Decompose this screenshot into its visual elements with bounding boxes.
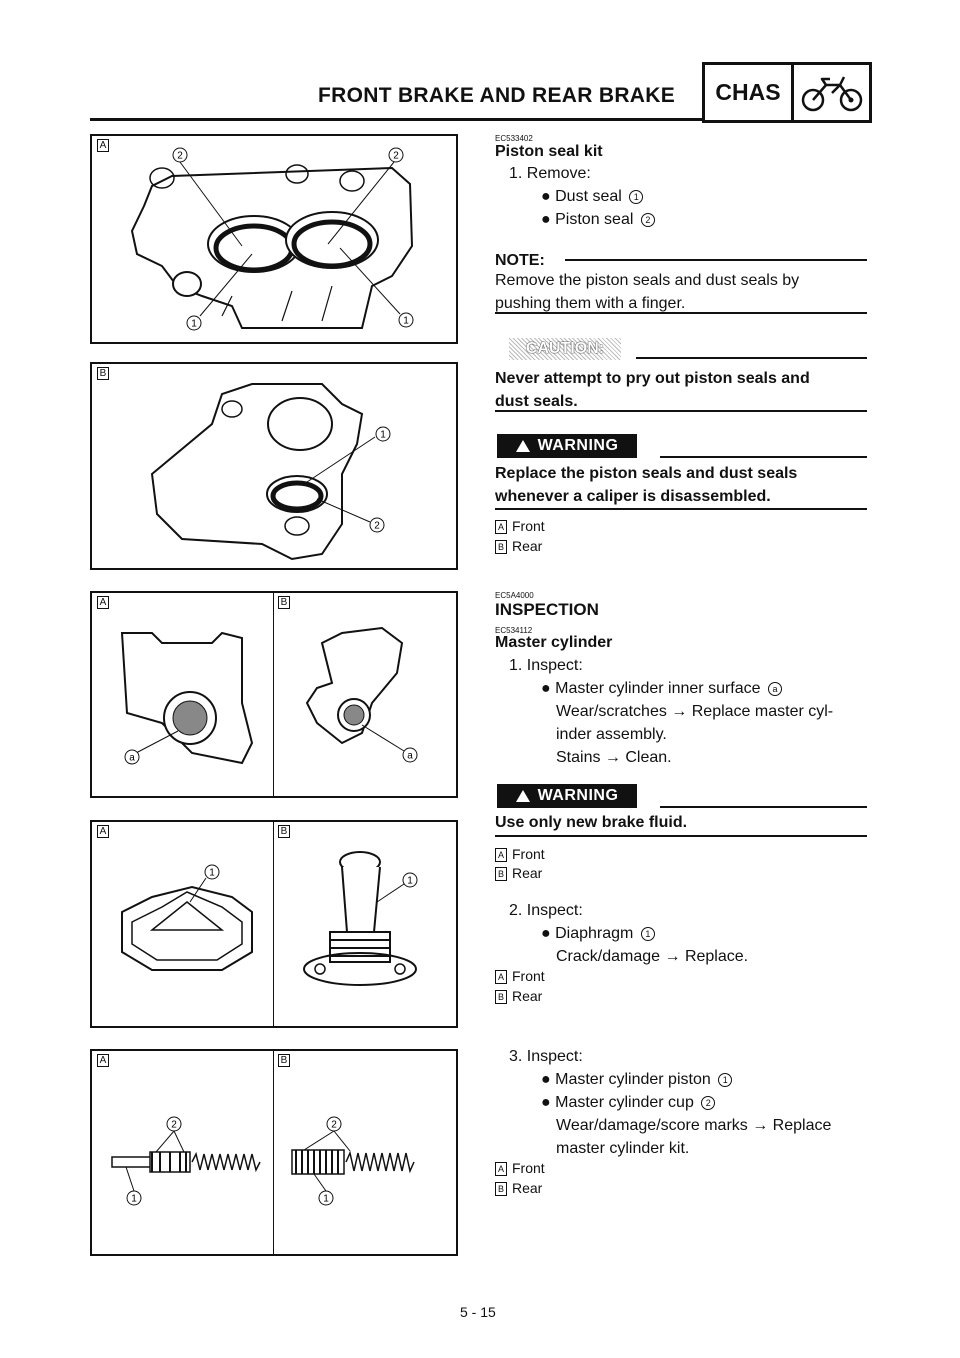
- legend-item: [495, 986, 542, 1006]
- list-item-text: Diaphragm: [555, 925, 634, 942]
- warning-text: Replace the piston seals and dust seals: [495, 465, 798, 482]
- legend-item: [495, 1178, 542, 1198]
- list-item-text: Piston seal: [555, 211, 634, 228]
- warning-label: WARNING: [537, 787, 619, 804]
- legend-item: [495, 863, 542, 883]
- callout: 1: [380, 429, 386, 441]
- list-item-text: Master cylinder piston: [555, 1071, 711, 1088]
- legend-text: Front: [512, 1160, 545, 1176]
- section-badge: [702, 62, 872, 123]
- legend-text: Front: [512, 968, 545, 984]
- figure-piston-cup: [90, 1049, 458, 1256]
- diaphragm-drawings: [92, 822, 456, 1026]
- warning-rule: [660, 456, 867, 458]
- callout-number: 2: [641, 213, 655, 227]
- callout: 1: [403, 315, 409, 327]
- legend-key: A: [495, 970, 507, 984]
- section-code: EC533402: [495, 134, 533, 143]
- callout: a: [407, 750, 413, 762]
- legend-item: [495, 1158, 545, 1178]
- figure-diaphragm: [90, 820, 458, 1028]
- detail-text: Crack/damage → Replace.: [556, 948, 749, 965]
- bullet-icon: ●: [541, 1071, 551, 1088]
- callout: 2: [171, 1119, 177, 1131]
- caution-text: Never attempt to pry out piston seals and: [495, 370, 810, 387]
- callout: 1: [191, 318, 197, 330]
- callout-number: 1: [718, 1073, 732, 1087]
- callout-number: 2: [701, 1096, 715, 1110]
- list-item: [541, 185, 643, 208]
- figure-label-a: A: [97, 825, 109, 838]
- figure-label-a: A: [97, 596, 109, 609]
- figure-front-caliper: [90, 134, 458, 344]
- bullet-icon: ●: [541, 211, 551, 228]
- list-item: [541, 1068, 732, 1091]
- warning-text: Use only new brake fluid.: [495, 814, 688, 831]
- detail-text: master cylinder kit.: [556, 1140, 690, 1157]
- subsection-code: EC534112: [495, 626, 533, 635]
- warning-end-rule: [495, 508, 867, 510]
- detail-text: Wear/damage/score marks → Replace: [556, 1117, 832, 1134]
- master-cylinder-drawings: [92, 593, 456, 796]
- note-label: NOTE:: [495, 252, 545, 269]
- caution-end-rule: [495, 410, 867, 412]
- warning-text: whenever a caliper is disassembled.: [495, 488, 771, 505]
- legend-text: Front: [512, 846, 545, 862]
- legend-item: [495, 516, 545, 536]
- detail-text: Wear/scratches → Replace master cyl-: [556, 703, 834, 720]
- figure-label-b: B: [278, 1054, 290, 1067]
- warning-label: WARNING: [537, 437, 619, 454]
- list-item: [541, 1091, 715, 1114]
- legend-key: B: [495, 990, 507, 1004]
- callout-number: 1: [641, 927, 655, 941]
- detail-text: inder assembly.: [556, 726, 667, 743]
- header-rule: [90, 118, 702, 121]
- section-label: CHAS: [705, 65, 794, 120]
- list-item-text: Master cylinder cup: [555, 1094, 694, 1111]
- step-text: 1. Inspect:: [509, 657, 583, 674]
- bullet-icon: ●: [541, 925, 551, 942]
- legend-key: B: [495, 540, 507, 554]
- list-item-text: Dust seal: [555, 188, 622, 205]
- front-caliper-drawing: [92, 136, 456, 342]
- list-item-text: Master cylinder inner surface: [555, 680, 761, 697]
- section-title: INSPECTION: [495, 600, 599, 619]
- step-text: 1. Remove:: [509, 165, 591, 182]
- note-text: pushing them with a finger.: [495, 295, 686, 312]
- legend-key: B: [495, 867, 507, 881]
- bullet-icon: ●: [541, 680, 551, 697]
- note-end-rule: [495, 312, 867, 314]
- legend-key: A: [495, 848, 507, 862]
- figure-label-b: B: [278, 825, 290, 838]
- figure-master-cylinder-surface: [90, 591, 458, 798]
- motorcycle-icon: [794, 65, 869, 120]
- legend-text: Rear: [512, 865, 543, 881]
- detail-text: Stains → Clean.: [556, 749, 672, 766]
- piston-cup-drawings: [92, 1051, 456, 1254]
- rear-caliper-drawing: [92, 364, 456, 568]
- legend-text: Front: [512, 518, 545, 534]
- page-number: 5 - 15: [460, 1304, 496, 1320]
- bullet-icon: ●: [541, 1094, 551, 1111]
- callout: 1: [407, 875, 413, 887]
- list-item: [541, 922, 655, 945]
- warning-badge: [497, 784, 637, 808]
- bullet-icon: ●: [541, 188, 551, 205]
- section-title: Piston seal kit: [495, 143, 603, 160]
- figure-rear-caliper: [90, 362, 458, 570]
- callout: 2: [331, 1119, 337, 1131]
- list-item: [541, 677, 782, 700]
- legend-key: B: [495, 1182, 507, 1196]
- legend-key: A: [495, 1162, 507, 1176]
- figure-label-b: B: [278, 596, 290, 609]
- legend-text: Rear: [512, 538, 543, 554]
- caution-label: CAUTION:: [509, 338, 621, 360]
- callout: a: [129, 752, 135, 764]
- note-rule: [565, 259, 867, 261]
- figure-label-b: B: [97, 367, 109, 380]
- callout: 1: [131, 1193, 137, 1205]
- caution-rule: [636, 357, 867, 359]
- warning-end-rule: [495, 835, 867, 837]
- callout: 1: [209, 867, 215, 879]
- callout-number: 1: [629, 190, 643, 204]
- warning-rule: [660, 806, 867, 808]
- legend-item: [495, 966, 545, 986]
- legend-item: [495, 536, 542, 556]
- callout: 1: [323, 1193, 329, 1205]
- figure-label-a: A: [97, 139, 109, 152]
- warning-icon: [516, 440, 530, 452]
- figure-label-a: A: [97, 1054, 109, 1067]
- step-text: 2. Inspect:: [509, 902, 583, 919]
- subsection-title: Master cylinder: [495, 634, 613, 651]
- note-text: Remove the piston seals and dust seals by: [495, 272, 800, 289]
- legend-text: Rear: [512, 1180, 543, 1196]
- page-title: FRONT BRAKE AND REAR BRAKE: [318, 84, 676, 107]
- callout: 2: [374, 520, 380, 532]
- warning-badge: [497, 434, 637, 458]
- legend-item: [495, 844, 545, 864]
- section-code: EC5A4000: [495, 591, 534, 600]
- legend-text: Rear: [512, 988, 543, 1004]
- legend-key: A: [495, 520, 507, 534]
- warning-icon: [516, 790, 530, 802]
- callout-letter: a: [768, 682, 782, 696]
- callout: 2: [177, 150, 183, 162]
- list-item: [541, 208, 655, 231]
- callout: 2: [393, 150, 399, 162]
- step-text: 3. Inspect:: [509, 1048, 583, 1065]
- caution-text: dust seals.: [495, 393, 578, 410]
